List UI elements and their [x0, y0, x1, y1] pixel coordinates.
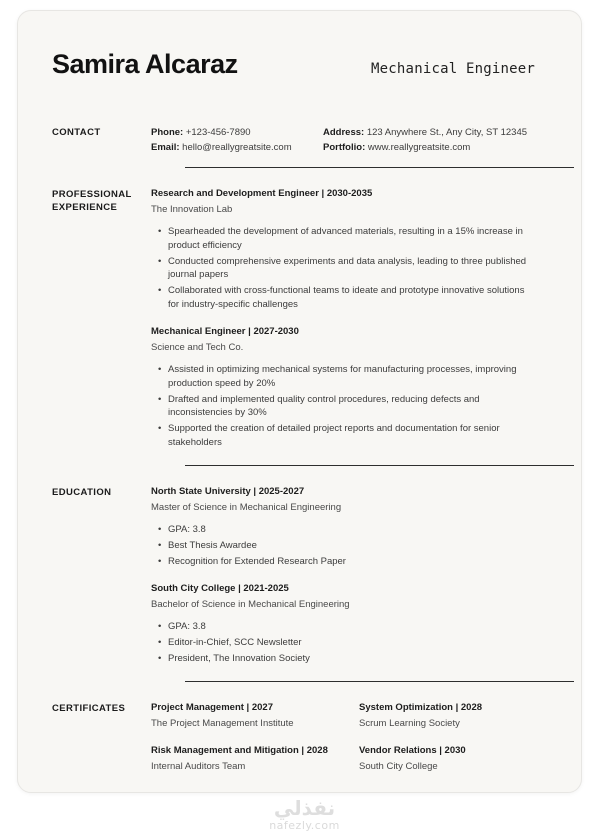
- section-divider: [185, 167, 574, 168]
- job-bullet: • Spearheaded the development of advanced materials, resulting in a 15% increase in product efficiency: [168, 225, 536, 252]
- school-bullet: • GPA: 3.8: [168, 523, 536, 537]
- resume-header: [52, 49, 535, 79]
- contact-email-value: hello@reallygreatsite.com: [182, 142, 292, 153]
- job-bullet: • Supported the creation of detailed project reports and documentation for senior stakeholders: [168, 422, 536, 449]
- school-bullet: • Editor-in-Chief, SCC Newsletter: [168, 636, 536, 650]
- job-title: Research and Development Engineer | 2030-2035: [151, 188, 373, 199]
- contact-address-value: 123 Anywhere St., Any City, ST 12345: [366, 127, 528, 138]
- school-bullet-list: [151, 620, 577, 666]
- contact-portfolio-value: www.reallygreatsite.com: [367, 142, 471, 153]
- watermark-arabic-logo: نفذلي: [273, 796, 336, 820]
- certificate-org: The Project Management Institute: [151, 718, 294, 729]
- contact-address: Address: 123 Anywhere St., Any City, ST 12345: [323, 127, 528, 138]
- school-title: South City College | 2021-2025: [151, 583, 289, 594]
- job-company: Science and Tech Co.: [151, 342, 244, 353]
- site-watermark: [0, 797, 609, 832]
- certificate-org: Internal Auditors Team: [151, 761, 246, 772]
- school-degree: Master of Science in Mechanical Engineering: [151, 501, 342, 513]
- job-bullet-list: [151, 363, 577, 449]
- experience-section: [52, 187, 577, 452]
- section-divider: [185, 681, 574, 682]
- certificates-section: [52, 701, 577, 773]
- experience-entry: [151, 187, 577, 311]
- contact-phone-value: +123-456-7890: [185, 127, 251, 138]
- school-bullet: • GPA: 3.8: [168, 620, 536, 634]
- certificates-grid: [151, 701, 577, 773]
- certificate-title: Project Management | 2027: [151, 702, 273, 713]
- contact-section: [52, 125, 577, 155]
- certificate-item: [151, 701, 359, 730]
- contact-phone: Phone: +123-456-7890: [151, 127, 251, 138]
- job-company: The Innovation Lab: [151, 204, 233, 215]
- job-bullet: • Collaborated with cross-functional teams to ideate and prototype innovative solutions for industry-specific challenges: [168, 284, 536, 311]
- contact-portfolio-label: Portfolio: [323, 142, 363, 153]
- job-bullet: • Conducted comprehensive experiments and data analysis, leading to three published journal papers: [168, 255, 536, 282]
- school-degree: Bachelor of Science in Mechanical Engineering: [151, 599, 350, 610]
- certificate-item: [151, 744, 359, 773]
- contact-email-label: Email: [151, 142, 177, 153]
- experience-entry: [151, 325, 577, 449]
- watermark-site-url: nafezly.com: [269, 819, 340, 832]
- candidate-name: Samira Alcaraz: [52, 49, 238, 79]
- school-bullet: • Best Thesis Awardee: [168, 539, 536, 553]
- resume-page: [17, 10, 582, 793]
- contact-section-label: CONTACT: [52, 127, 101, 138]
- certificate-org: Scrum Learning Society: [359, 718, 460, 729]
- contact-phone-label: Phone: [151, 127, 181, 138]
- contact-portfolio: Portfolio: www.reallygreatsite.com: [323, 142, 471, 153]
- education-entry: [151, 582, 577, 666]
- job-bullet: • Assisted in optimizing mechanical systems for manufacturing processes, improving production speed by 20%: [168, 363, 536, 390]
- certificates-section-label: CERTIFICATES: [52, 703, 126, 714]
- education-entry: [151, 485, 577, 569]
- certificate-item: [359, 744, 577, 773]
- education-section-label: EDUCATION: [52, 486, 112, 498]
- certificate-title: System Optimization | 2028: [359, 702, 483, 713]
- certificate-org: South City College: [359, 761, 438, 772]
- job-bullet: • Drafted and implemented quality control procedures, reducing defects and inconsistencies by 30%: [168, 393, 536, 420]
- education-section: [52, 485, 577, 669]
- school-bullet: • Recognition for Extended Research Paper: [168, 555, 536, 569]
- certificate-title: Vendor Relations | 2030: [359, 745, 466, 756]
- experience-section-label: PROFESSIONAL EXPERIENCE: [52, 189, 132, 213]
- job-title: Mechanical Engineer | 2027-2030: [151, 326, 299, 337]
- job-bullet-list: [151, 225, 577, 311]
- contact-grid: [151, 125, 577, 155]
- contact-address-label: Address: [323, 127, 362, 138]
- candidate-title: Mechanical Engineer: [371, 61, 535, 77]
- school-bullet: • President, The Innovation Society: [168, 652, 536, 666]
- school-title: North State University | 2025-2027: [151, 485, 305, 497]
- certificate-title: Risk Management and Mitigation | 2028: [151, 745, 328, 756]
- section-divider: [185, 465, 574, 466]
- school-bullet-list: [151, 523, 577, 569]
- contact-email: Email: hello@reallygreatsite.com: [151, 142, 292, 153]
- certificate-item: [359, 701, 577, 730]
